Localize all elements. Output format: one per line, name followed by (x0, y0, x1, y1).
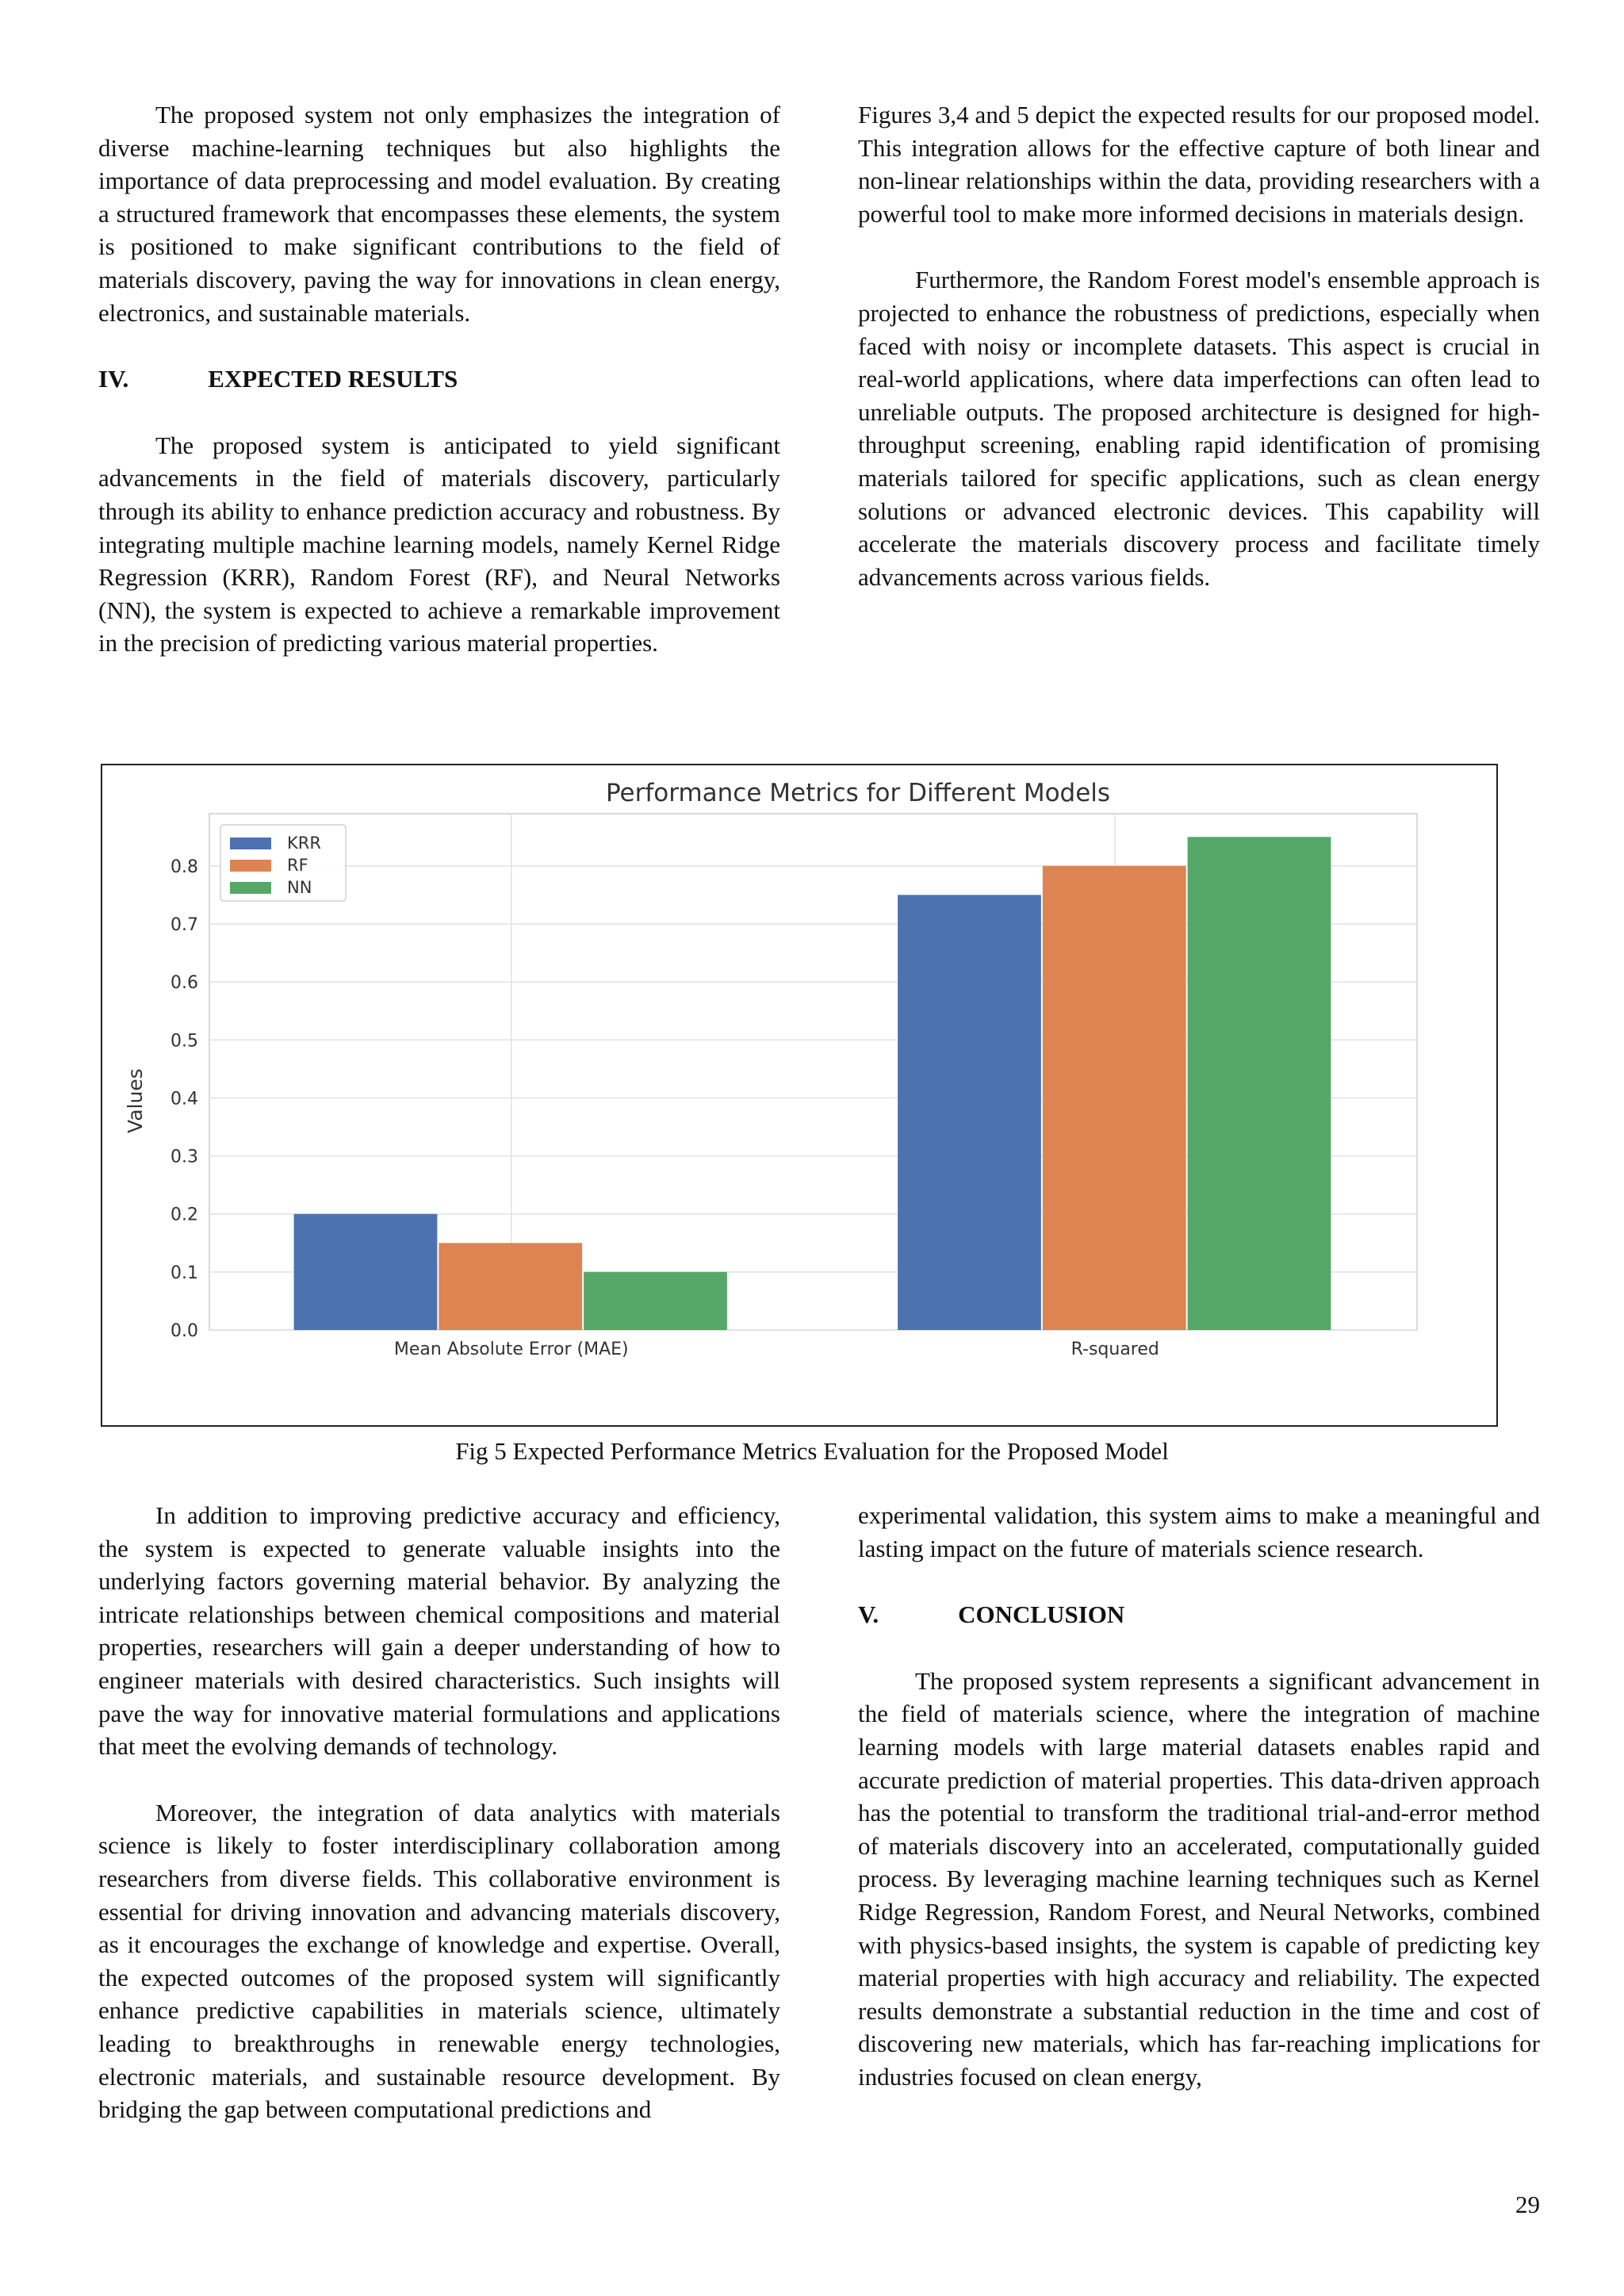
bar-nn-mae (584, 1272, 727, 1330)
chart-bars (294, 837, 1331, 1330)
paragraph-figures-depict: Figures 3,4 and 5 depict the expected results for our proposed model. This integration allows for the effective capture of both linear and non-linear relationships within the data, providing researchers with a powerful tool to make more informed decisions in materials design. (858, 101, 1540, 228)
section-number: IV. (98, 365, 129, 393)
chart-title: Performance Metrics for Different Models (605, 779, 1111, 807)
bar-krr-mae (294, 1214, 438, 1330)
section-number: V. (858, 1600, 879, 1629)
page-number: 29 (1515, 2191, 1540, 2218)
x-tick-label: Mean Absolute Error (MAE) (393, 1340, 629, 1359)
paragraph-system-emphasis: The proposed system not only emphasizes the integration of diverse machine-learning techniques but also highlights the importance of data preprocessing and model evaluation. By creating a structured framework that encompasses these elements, the system is positioned to make significant contributions to the field of materials discovery, paving the way for innovations in clean energy, electronics, and sustainable materials. (98, 101, 780, 327)
y-tick-label: 0.8 (170, 857, 198, 877)
y-tick-label: 0.7 (170, 914, 198, 935)
bar-rf-mae (439, 1243, 582, 1330)
legend-swatch-rf (230, 860, 271, 872)
paragraph-valuable-insights: In addition to improving predictive accuracy and efficiency, the system is expected to generate valuable insights into the underlying factors governing material behavior. By analyzing the intricate relationships between chemical compositions and material properties, researchers will gain a deeper understanding of how to engineer materials with desired characteristics. Such insights will pave the way for innovative material formulations and applications that meet the evolving demands of technology. (98, 1501, 780, 1761)
legend-label-rf: RF (287, 856, 308, 875)
section-heading-conclusion (858, 1598, 1540, 1631)
paragraph-interdisciplinary: Moreover, the integration of data analytics with materials science is likely to foster interdisciplinary collaboration among researchers from diverse fields. This collaborative environment is essential for driving innovation and advancing materials discovery, as it encourages the exchange of knowledge and expertise. Overall, the expected outcomes of the proposed system will significantly enhance predictive capabilities in materials science, ultimately leading to breakthroughs in renewable energy technologies, electronic materials, and sustainable resource development. By bridging the gap between computational predictions and (98, 1798, 780, 2124)
legend-label-nn: NN (287, 878, 312, 897)
bar-krr-r2 (898, 895, 1041, 1330)
column-top-right (858, 98, 1540, 593)
y-tick-label: 0.2 (170, 1205, 198, 1225)
x-tick-label: R-squared (1071, 1340, 1159, 1359)
paragraph-anticipated-advancements: The proposed system is anticipated to yield significant advancements in the field of materials discovery, particularly through its ability to enhance prediction accuracy and robustness. By integrating multiple machine learning models, namely Kernel Ridge Regression (KRR), Random Forest (RF), and Neural Networks (NN), the system is expected to achieve a remarkable improvement in the precision of predicting various material properties. (98, 431, 780, 657)
bar-rf-r2 (1043, 866, 1186, 1330)
section-title: CONCLUSION (958, 1600, 1125, 1629)
column-bottom-left (98, 1499, 780, 2126)
figure-5-frame (101, 764, 1498, 1427)
y-tick-label: 0.0 (170, 1321, 198, 1341)
section-title: EXPECTED RESULTS (208, 365, 458, 393)
y-tick-label: 0.6 (170, 973, 198, 994)
legend-swatch-krr (230, 838, 271, 849)
paragraph-conclusion: The proposed system represents a significant advancement in the field of materials science, where the integration of machine learning models with large material datasets enables rapid and accurate prediction of material properties. This data-driven approach has the potential to transform the traditional trial-and-error method of materials discovery into an accelerated, computationally guided process. By leveraging machine learning techniques such as Kernel Ridge Regression, Random Forest, and Neural Networks, combined with physics-based insights, the system is capable of predicting key material properties with high accuracy and reliability. The expected results demonstrate a substantial reduction in the time and cost of discovering new materials, which has far-reaching implications for industries focused on clean energy, (858, 1666, 1540, 2091)
column-bottom-right (858, 1499, 1540, 2094)
y-tick-label: 0.3 (170, 1147, 198, 1167)
legend-label-krr: KRR (287, 834, 321, 853)
y-axis-label: Values (124, 1068, 147, 1133)
chart-legend (220, 825, 346, 901)
section-heading-expected-results (98, 362, 780, 396)
figure-caption: Fig 5 Expected Performance Metrics Evaluation for the Proposed Model (455, 1437, 1169, 1465)
paragraph-random-forest-robustness: Furthermore, the Random Forest model's ensemble approach is projected to enhance the robustness of predictions, especially when faced with noisy or incomplete datasets. This aspect is crucial in real-world applications, where data imperfections can often lead to unreliable outputs. The proposed architecture is designed for high-throughput screening, enabling rapid identification of promising materials tailored for specific applications, such as clean energy solutions or advanced electronic devices. This capability will accelerate the materials discovery process and facilitate timely advancements across various fields. (858, 266, 1540, 591)
bar-nn-r2 (1188, 837, 1331, 1330)
y-tick-label: 0.4 (170, 1089, 198, 1110)
column-top-left (98, 98, 780, 660)
y-tick-label: 0.5 (170, 1031, 198, 1052)
bar-chart (102, 765, 1496, 1424)
y-tick-label: 0.1 (170, 1263, 198, 1283)
paragraph-experimental-validation: experimental validation, this system aims to make a meaningful and lasting impact on the future of materials science research. (858, 1501, 1540, 1562)
legend-swatch-nn (230, 882, 271, 894)
